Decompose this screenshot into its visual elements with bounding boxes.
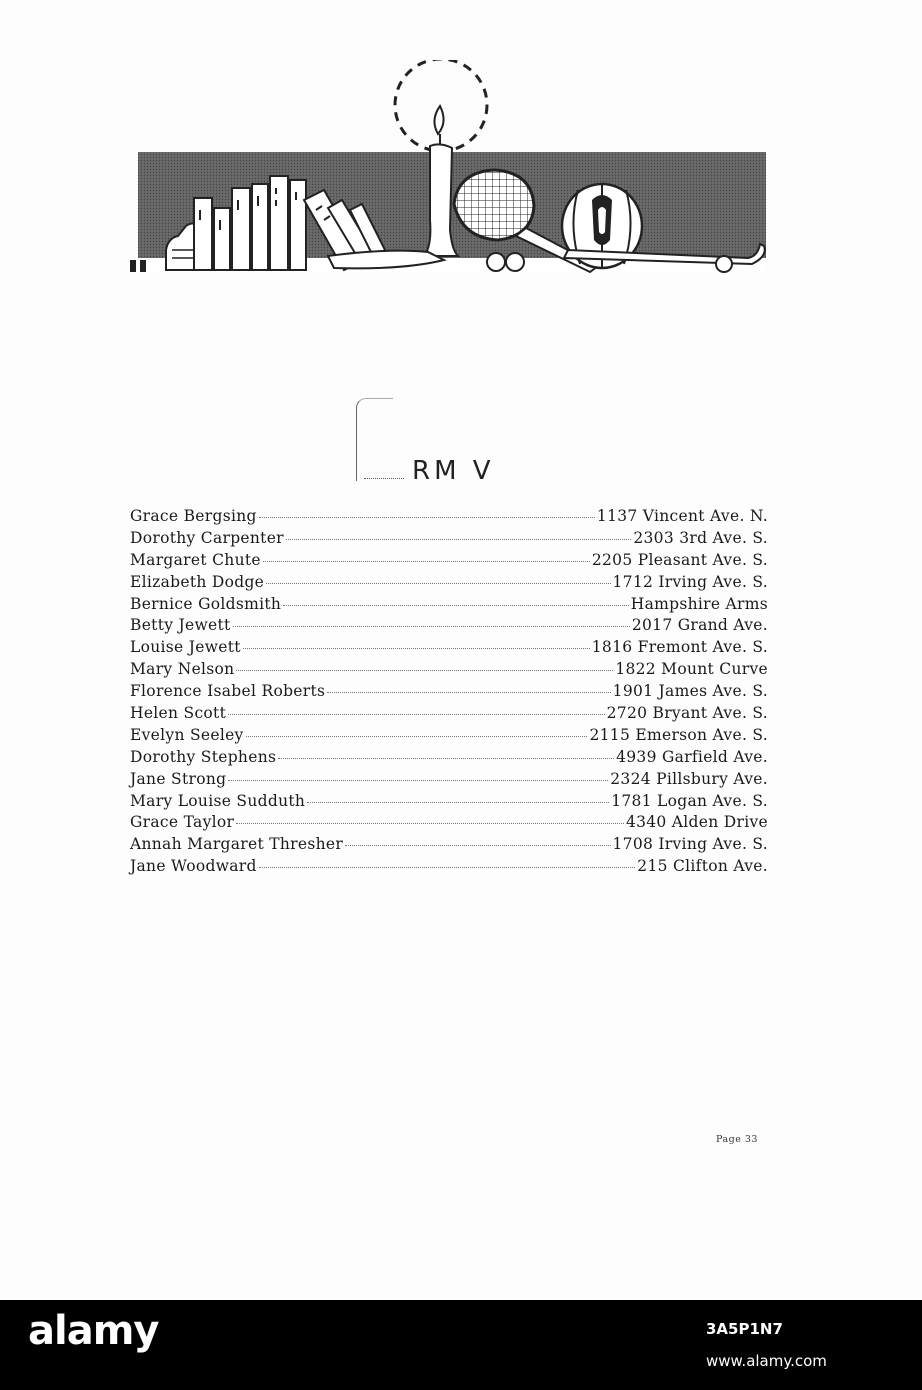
dot-leader	[266, 582, 610, 584]
page-title: RM V	[412, 456, 495, 486]
student-name: Jane Woodward	[130, 857, 257, 876]
dot-leader	[243, 647, 590, 649]
student-name: Bernice Goldsmith	[130, 594, 282, 613]
roster-row	[130, 550, 768, 572]
dot-leader	[233, 625, 630, 627]
brand-logo: alamy	[28, 1308, 159, 1354]
student-address: 1708 Irving Ave. S.	[612, 835, 768, 854]
student-name: Jane Strong	[130, 769, 227, 788]
student-address: 2017 Grand Ave.	[631, 616, 768, 635]
student-name: Dorothy Stephens	[130, 747, 277, 766]
roster-row	[130, 856, 768, 878]
student-name: Elizabeth Dodge	[130, 572, 265, 591]
student-name: Betty Jewett	[130, 616, 231, 635]
roster-row	[130, 637, 768, 659]
image-id: 3A5P1N7	[706, 1320, 783, 1338]
dot-leader	[283, 604, 629, 606]
heading-dotted-rule	[364, 478, 404, 479]
student-name: Dorothy Carpenter	[130, 528, 284, 547]
roster-row	[130, 812, 768, 834]
student-address: Hampshire Arms	[630, 594, 768, 613]
student-name: Evelyn Seeley	[130, 725, 244, 744]
dot-leader	[228, 713, 605, 715]
heading-bracket	[356, 398, 393, 481]
student-address: 215 Clifton Ave.	[637, 857, 768, 876]
student-address: 2324 Pillsbury Ave.	[610, 769, 768, 788]
dot-leader	[307, 801, 609, 803]
header-illustration	[128, 60, 768, 280]
dot-leader	[263, 560, 590, 562]
student-address: 2205 Pleasant Ave. S.	[591, 550, 768, 569]
student-address: 1712 Irving Ave. S.	[612, 572, 768, 591]
dot-leader	[246, 735, 588, 737]
ball-icon	[506, 253, 524, 271]
roster-row	[130, 681, 768, 703]
student-address: 1781 Logan Ave. S.	[611, 791, 768, 810]
student-address: 2720 Bryant Ave. S.	[606, 704, 768, 723]
student-address: 2115 Emerson Ave. S.	[589, 725, 768, 744]
student-name: Mary Nelson	[130, 660, 235, 679]
dot-leader	[345, 844, 610, 846]
site-url: www.alamy.com	[706, 1352, 827, 1370]
roster-row	[130, 703, 768, 725]
student-address: 4340 Alden Drive	[625, 813, 768, 832]
dot-leader	[236, 822, 624, 824]
student-address: 4939 Garfield Ave.	[616, 747, 768, 766]
roster-row	[130, 615, 768, 637]
roster-row	[130, 572, 768, 594]
roster-row	[130, 725, 768, 747]
student-name: Margaret Chute	[130, 550, 261, 569]
dot-leader	[278, 757, 614, 759]
student-name: Florence Isabel Roberts	[130, 682, 326, 701]
roster-row	[130, 791, 768, 813]
roster-row	[130, 506, 768, 528]
student-name: Mary Louise Sudduth	[130, 791, 306, 810]
roster-row	[130, 594, 768, 616]
student-name: Grace Bergsing	[130, 507, 257, 525]
student-name: Annah Margaret Thresher	[130, 835, 344, 854]
page-number: Page 33	[716, 1134, 758, 1145]
roster-row	[130, 659, 768, 681]
watermark-bar	[0, 1300, 922, 1390]
dot-leader	[228, 779, 608, 781]
ball-icon	[487, 253, 505, 271]
roster-list	[130, 506, 768, 878]
roster-row	[130, 769, 768, 791]
dot-leader	[259, 516, 595, 518]
dot-leader	[259, 866, 636, 868]
dot-leader	[236, 669, 613, 671]
student-address: 1822 Mount Curve	[615, 660, 768, 679]
student-address: 1137 Vincent Ave. N.	[596, 507, 768, 525]
roster-row	[130, 747, 768, 769]
roster-row	[130, 834, 768, 856]
section-heading	[352, 398, 572, 508]
roster-row	[130, 528, 768, 550]
student-address: 1816 Fremont Ave. S.	[591, 638, 768, 657]
student-name: Grace Taylor	[130, 813, 235, 832]
student-name: Helen Scott	[130, 704, 227, 723]
dot-leader	[327, 691, 610, 693]
student-address: 2303 3rd Ave. S.	[633, 528, 768, 547]
dot-leader	[286, 538, 631, 540]
student-address: 1901 James Ave. S.	[612, 682, 768, 701]
student-name: Louise Jewett	[130, 638, 241, 657]
